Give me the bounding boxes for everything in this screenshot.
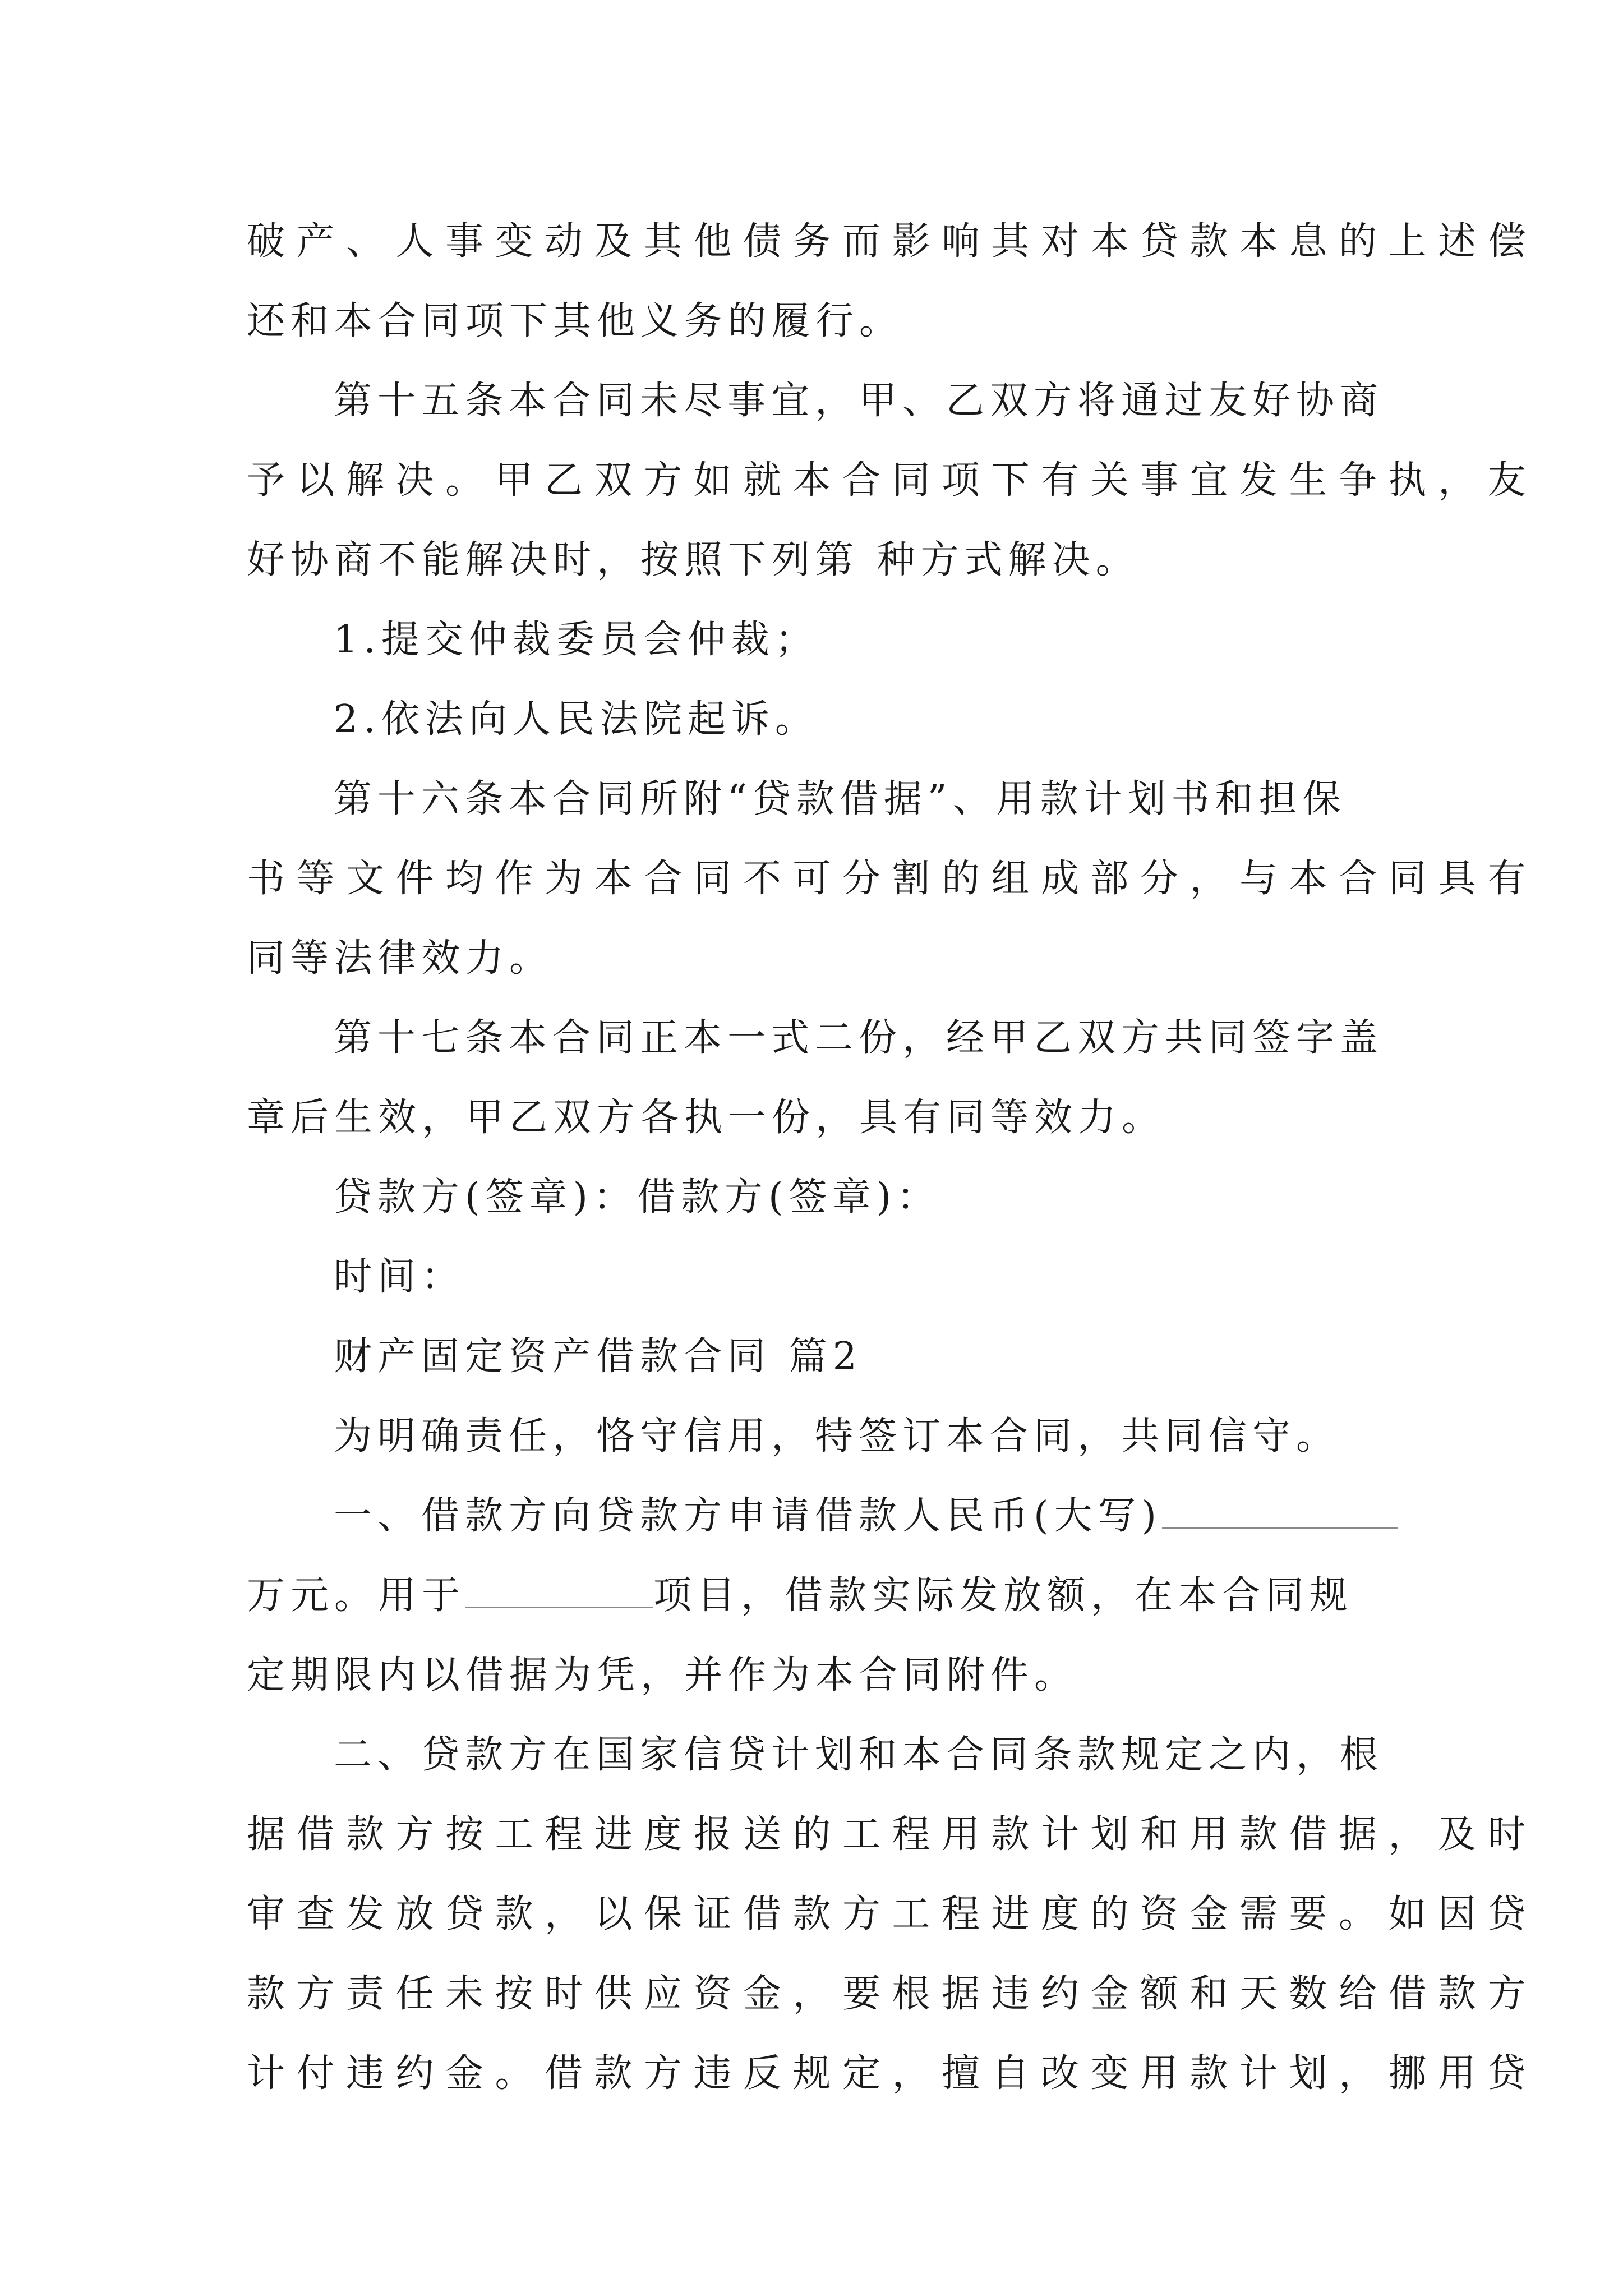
clause-2-line: 二、贷款方在国家信贷计划和本合同条款规定之内，根 [334,1733,1384,1777]
paragraph-line: 定期限内以借据为凭，并作为本合同附件。 [247,1653,1078,1697]
article-17-line: 第十七条本合同正本一式二份，经甲乙双方共同签字盖 [334,1016,1384,1060]
list-item: 2.依法向人民法院起诉。 [334,697,819,742]
date-line: 时间： [334,1255,465,1299]
paragraph-line: 据借款方按工程进度报送的工程用款计划和用款借据，及时 [247,1812,1538,1857]
list-item: 1.提交仲裁委员会仲裁； [334,618,819,662]
article-15-line: 第十五条本合同未尽事宜，甲、乙双方将通过友好协商 [334,379,1384,423]
paragraph-line: 好协商不能解决时，按照下列第 种方式解决。 [247,538,1140,582]
paragraph-line: 予以解决。甲乙双方如就本合同项下有关事宜发生争执，友 [247,458,1538,503]
paragraph-line: 破产、人事变动及其他债务而影响其对本贷款本息的上述偿 [247,219,1538,264]
paragraph-line: 书等文件均作为本合同不可分割的组成部分，与本合同具有 [247,857,1538,901]
fill-in-blank [465,1573,653,1608]
fill-in-blank [1162,1493,1398,1529]
paragraph-line: 计付违约金。借款方违反规定，擅自改变用款计划，挪用贷 [247,2051,1538,2096]
paragraph-line [247,1571,1391,1621]
clause-text: 项目，借款实际发放额，在本合同规 [653,1573,1354,1618]
paragraph-line: 还和本合同项下其他义务的履行。 [247,299,903,343]
article-16-line: 第十六条本合同所附“贷款借据”、用款计划书和担保 [334,777,1347,821]
clause-1-line [334,1491,1478,1542]
clause-text: 一、借款方向贷款方申请借款人民币(大写) [334,1494,1163,1538]
clause-text: 万元。用于 [247,1573,466,1618]
paragraph-line: 同等法律效力。 [247,936,554,981]
section-title: 财产固定资产借款合同 篇2 [334,1335,863,1379]
signature-line: 贷款方(签章)：借款方(签章)： [334,1175,941,1220]
paragraph-line: 审查发放贷款，以保证借款方工程进度的资金需要。如因贷 [247,1892,1538,1936]
paragraph-line: 为明确责任，恪守信用，特签订本合同，共同信守。 [334,1414,1340,1458]
paragraph-line: 章后生效，甲乙双方各执一份，具有同等效力。 [247,1096,1166,1140]
paragraph-line: 款方责任未按时供应资金，要根据违约金额和天数给借款方 [247,1972,1538,2016]
